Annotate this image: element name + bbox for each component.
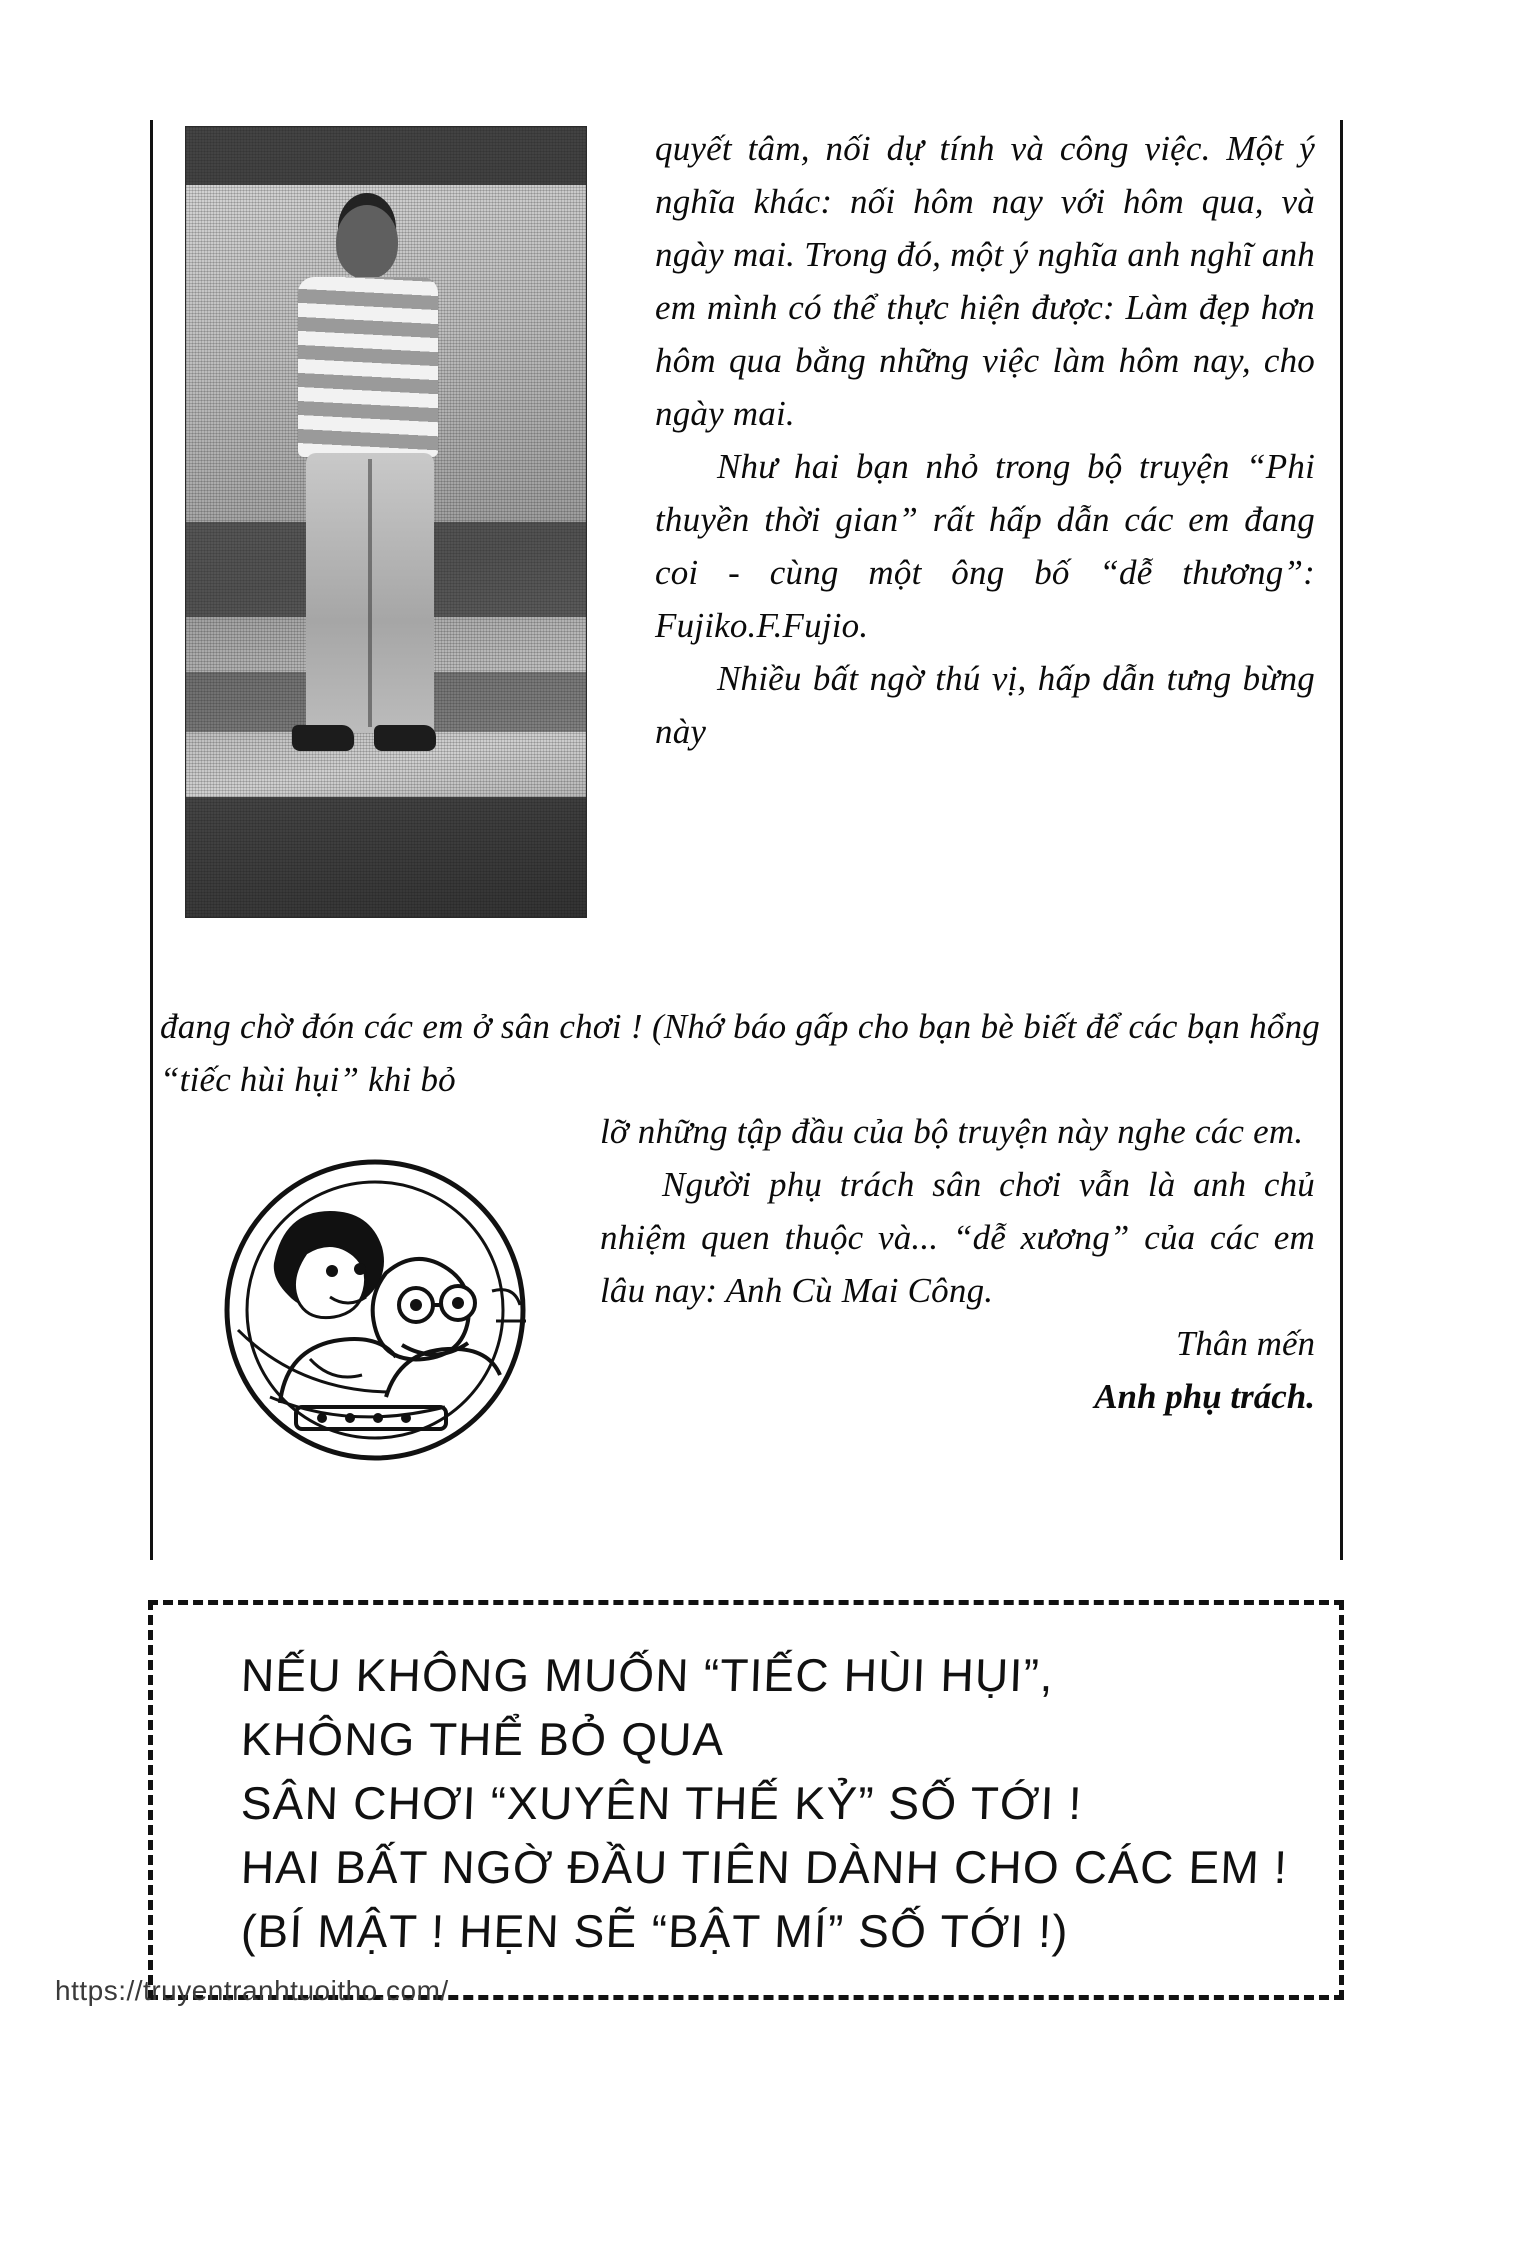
announcement-line: KHÔNG THỂ BỎ QUA bbox=[240, 1713, 726, 1765]
photo-figure-shoe-right bbox=[374, 725, 436, 751]
watermark-url: https://truyentranhtuoitho.com/ bbox=[55, 1975, 449, 2006]
photo-band-top bbox=[186, 127, 586, 185]
article-paragraph: Người phụ trách sân chơi vẫn là anh chủ nhiệm quen thuộc và... “dễ xương” của các em lâu nay: Anh Cù Mai Công. bbox=[600, 1165, 1315, 1310]
announcement-line: NẾU KHÔNG MUỐN “TIẾC HÙI HỤI”, bbox=[240, 1649, 1055, 1701]
column-rule-left bbox=[150, 120, 153, 1560]
announcement-line: SÂN CHƠI “XUYÊN THẾ KỶ” SỐ TỚI ! bbox=[240, 1777, 1084, 1829]
article-paragraph: đang chờ đón các em ở sân chơi ! (Nhớ báo gấp cho bạn bè biết để các bạn hổng “tiếc hùi hụi” khi bỏ bbox=[160, 1007, 1320, 1099]
announcement-lines bbox=[241, 1643, 1319, 1963]
photo-man-standing bbox=[185, 126, 587, 918]
announcement-box bbox=[148, 1600, 1344, 2000]
article-paragraph: quyết tâm, nối dự tính và công việc. Một ý nghĩa khác: nối hôm nay với hôm qua, và ngày mai. Trong đó, một ý nghĩa anh nghĩ anh em mình có thể thực hiện được: Làm đẹp hơn hôm qua bằng những việc làm hôm nay, cho ngày mai. bbox=[655, 129, 1315, 433]
article-paragraph: lỡ những tập đầu của bộ truyện này nghe các em. bbox=[600, 1112, 1304, 1151]
photo-figure-shoe-left bbox=[292, 725, 354, 751]
photo-figure-torso bbox=[298, 277, 438, 457]
cartoon-svg bbox=[210, 1145, 540, 1475]
cartoon-illustration bbox=[210, 1145, 540, 1475]
photo-figure-legs bbox=[306, 453, 434, 733]
photo-figure-head bbox=[336, 205, 398, 279]
column-rule-right bbox=[1340, 120, 1343, 1560]
photo-band-bottom bbox=[186, 797, 586, 917]
article-paragraph: Như hai bạn nhỏ trong bộ truyện “Phi thuyền thời gian” rất hấp dẫn các em đang coi - cùng một ông bố “dễ thương”: Fujiko.F.Fujio. bbox=[655, 447, 1315, 645]
article-paragraph: Nhiều bất ngờ thú vị, hấp dẫn tưng bừng này bbox=[655, 659, 1315, 751]
article-column-right-bottom bbox=[600, 1105, 1315, 1423]
announcement-line: HAI BẤT NGỜ ĐẦU TIÊN DÀNH CHO CÁC EM ! bbox=[240, 1841, 1289, 1893]
article-column-right-top bbox=[655, 122, 1315, 758]
announcement-line: (BÍ MẬT ! HẸN SẼ “BẬT MÍ” SỐ TỚI !) bbox=[240, 1905, 1070, 1957]
article-signature: Anh phụ trách. bbox=[1094, 1377, 1315, 1416]
article-fullwidth-lines bbox=[160, 1000, 1320, 1106]
article-signoff: Thân mến bbox=[1175, 1324, 1315, 1363]
